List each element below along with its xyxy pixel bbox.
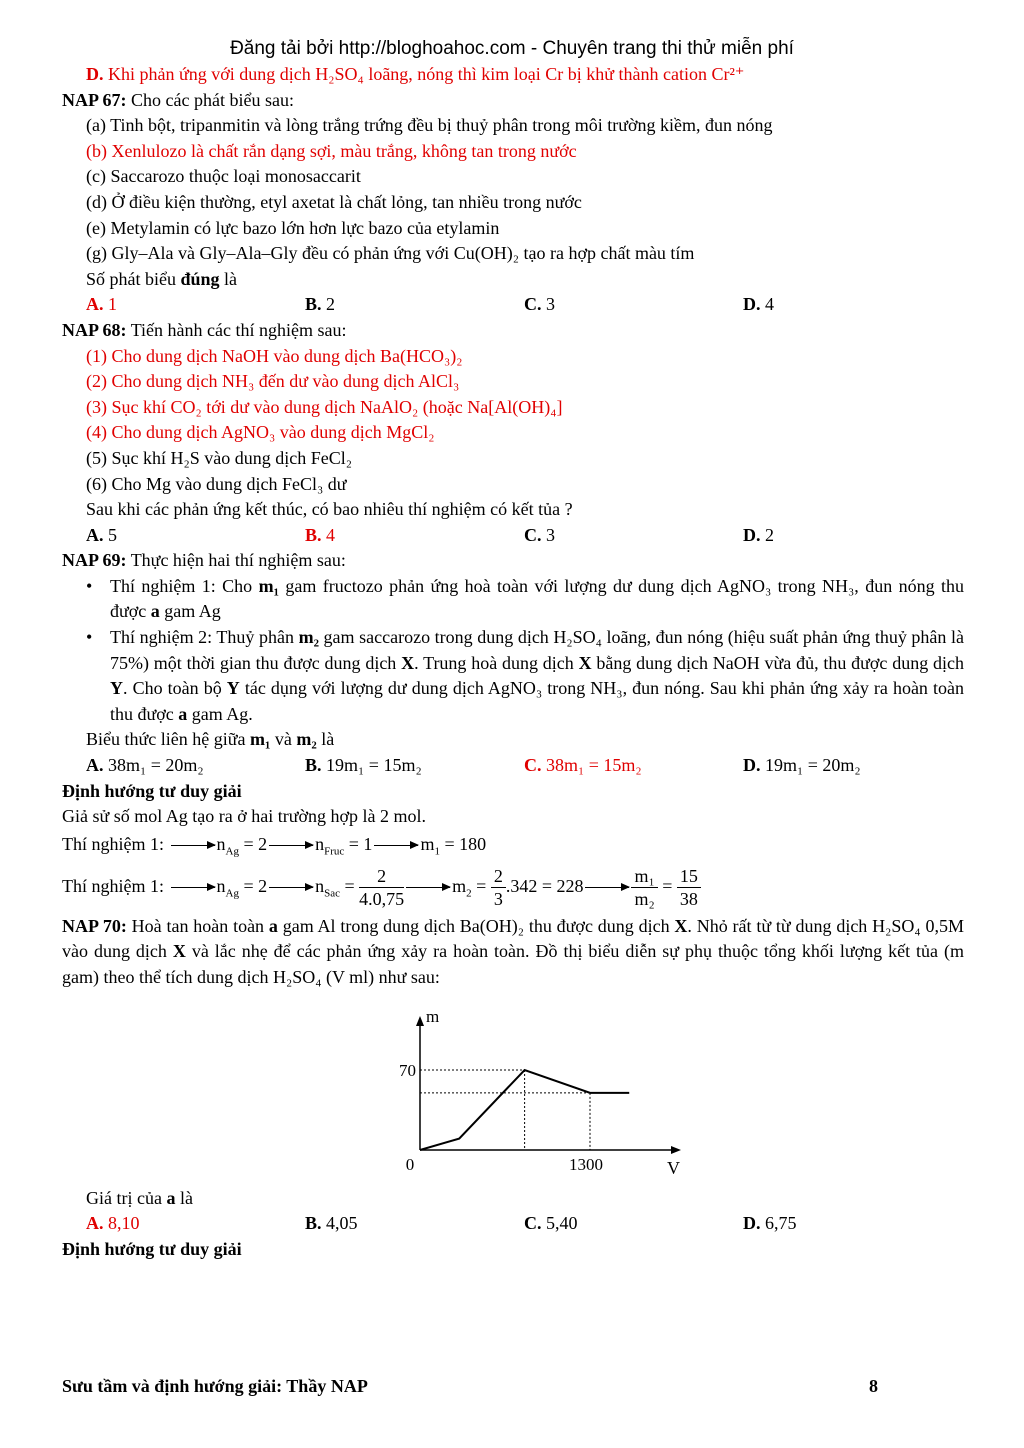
- q67-option-d: D. 4: [743, 294, 774, 315]
- q67-question: Số phát biểu đúng là: [86, 268, 238, 289]
- q68-item: (1) Cho dung dịch NaOH vào dung dịch Ba(HCO₃)₂: [86, 345, 463, 366]
- y-axis-label: m: [426, 1010, 440, 1026]
- q67-option-b: B. 2: [305, 294, 336, 315]
- q67-item: (g) Gly–Ala và Gly–Ala–Gly đều có phản ứng với Cu(OH)₂ tạo ra hợp chất màu tím: [86, 243, 695, 264]
- q68-item: (6) Cho Mg vào dung dịch FeCl₃ dư: [86, 473, 347, 494]
- q68-option-a: A. 5: [86, 524, 117, 545]
- q69-solution-title: Định hướng tư duy giải: [62, 780, 242, 801]
- q68-item: (3) Sục khí CO₂ tới dư vào dung dịch NaAlO₂ (hoặc Na[Al(OH)₄]: [86, 396, 563, 417]
- page-number: 8: [869, 1376, 878, 1396]
- q68-option-b: B. 4: [305, 524, 336, 545]
- arrow-icon: [406, 887, 450, 888]
- q67-item: (d) Ở điều kiện thường, etyl axetat là chất lỏng, tan nhiều trong nước: [86, 191, 582, 212]
- arrow-icon: [585, 887, 629, 888]
- q67-options: [62, 292, 964, 318]
- arrow-icon: [269, 887, 313, 888]
- q69-solution-intro: Giả sử số mol Ag tạo ra ở hai trường hợp là 2 mol.: [62, 806, 427, 827]
- q70-stem: NAP 70: Hoà tan hoàn toàn a gam Al trong dung dịch Ba(OH)₂ thu được dung dịch X. Nhỏ rất từ từ dung dịch H₂SO₄ 0,5M vào dung dịch X và lắc nhẹ để các phản ứng xảy ra hoàn toàn. Đồ thị biểu diễn sự phụ thuộc tổng khối lượng kết tủa (m gam) theo thể tích dung dịch H₂SO₄ (V ml) như sau:: [62, 915, 965, 987]
- fraction: $\frac{2}{4.0,75}$: [359, 866, 405, 910]
- arrow-icon: [171, 845, 215, 846]
- q69-option-c: C. 38m₁ = 15m₂: [524, 755, 642, 776]
- q68-option-c: C. 3: [524, 524, 555, 545]
- q70-options: [62, 1211, 964, 1237]
- q70-option-c: C. 5,40: [524, 1213, 578, 1234]
- q69-option-b: B. 19m₁ = 15m₂: [305, 755, 422, 776]
- fraction: $\frac{15}{38}$: [677, 865, 701, 910]
- q69-solution-line-1: Thí nghiệm 1: $n_{Ag} = 2$ $n_{Fruc} = 1$ $m_1 = 180$: [62, 833, 487, 858]
- q68-option-d: D. 2: [743, 524, 774, 545]
- q67-stem: NAP 67: Cho các phát biểu sau:: [62, 89, 294, 110]
- origin-label: 0: [405, 1155, 415, 1174]
- q70-option-a: A. 8,10: [86, 1213, 140, 1234]
- q69-option-d: D. 19m₁ = 20m₂: [743, 755, 861, 776]
- q69-options: [62, 753, 964, 779]
- q67-item: (a) Tinh bột, tripanmitin và lòng trắng trứng đều bị thuỷ phân trong môi trường kiềm, đun nóng: [86, 115, 773, 136]
- q67-option-a: A. 1: [86, 294, 117, 315]
- q69-stem: NAP 69: Thực hiện hai thí nghiệm sau:: [62, 550, 346, 571]
- prev-option-d: D. Khi phản ứng với dung dịch H₂SO₄ loãng, nóng thì kim loại Cr bị khử thành cation Cr²⁺: [86, 64, 745, 84]
- q69-experiment-2: • Thí nghiệm 2: Thuỷ phân m₂ gam saccarozo trong dung dịch H₂SO₄ loãng, đun nóng (hiệu suất phản ứng thuỷ phân là 75%) một thời gian thu được dung dịch X. Trung hoà dung dịch X bằng dung dịch NaOH vừa đủ, thu được dung dịch Y. Cho toàn bộ Y tác dụng với lượng dư dung dịch AgNO₃ trong NH₃, đun nóng. Sau khi phản ứng xảy ra hoàn toàn thu được a gam Ag.: [62, 625, 964, 727]
- q68-item: (2) Cho dung dịch NH₃ đến dư vào dung dịch AlCl₃: [86, 371, 460, 392]
- arrow-icon: [269, 845, 313, 846]
- q69-question: Biểu thức liên hệ giữa m₁ và m₂ là: [86, 729, 335, 750]
- bullet-icon: •: [86, 627, 93, 648]
- q69-solution-line-2: Thí nghiệm 1: $n_{Ag} = 2$ $n_{Sac}$ = $\frac{2}{4.0,75}$ $m_2$ = $\frac{2}{3}$ .342 = 228 $\frac{\text{m₁}}{\text{m₂}}$ = $\frac{15}{38}$: [62, 858, 964, 914]
- q70-question: Giá trị của a là: [86, 1187, 193, 1208]
- bullet-icon: •: [86, 575, 93, 596]
- y-tick-label: 70: [399, 1061, 416, 1080]
- fraction: $\frac{\text{m₁}}{\text{m₂}}$: [631, 865, 657, 910]
- q69-option-a: A. 38m₁ = 20m₂: [86, 755, 204, 776]
- page-header: Đăng tải bởi http://bloghoahoc.com - Chuyên trang thi thử miễn phí: [230, 38, 794, 59]
- q67-item: (c) Saccarozo thuộc loại monosaccarit: [86, 166, 361, 187]
- arrow-icon: [171, 887, 215, 888]
- footer-credit: Sưu tầm và định hướng giải: Thầy NAP: [62, 1376, 368, 1396]
- q70-option-d: D. 6,75: [743, 1213, 797, 1234]
- q68-item: (5) Sục khí H₂S vào dung dịch FeCl₂: [86, 447, 353, 468]
- fraction: $\frac{2}{3}$: [491, 865, 506, 910]
- arrow-icon: [374, 845, 418, 846]
- x-tick-label: 1300: [569, 1155, 603, 1174]
- q70-option-b: B. 4,05: [305, 1213, 358, 1234]
- q68-item: (4) Cho dung dịch AgNO₃ vào dung dịch MgCl₂: [86, 422, 435, 443]
- q68-question: Sau khi các phản ứng kết thúc, có bao nhiêu thí nghiệm có kết tủa ?: [86, 499, 573, 520]
- x-axis-label: V: [667, 1158, 680, 1178]
- q68-stem: NAP 68: Tiến hành các thí nghiệm sau:: [62, 319, 347, 340]
- chart-svg: [390, 1010, 690, 1180]
- q67-item: (b) Xenlulozo là chất rắn dạng sợi, màu trắng, không tan trong nước: [86, 140, 577, 161]
- q70-chart: [390, 1010, 690, 1180]
- q69-experiment-1: • Thí nghiệm 1: Cho m₁ gam fructozo phản ứng hoà toàn với lượng dư dung dịch AgNO₃ trong NH₃, đun nóng thu được a gam Ag: [62, 574, 964, 625]
- q67-item: (e) Metylamin có lực bazo lớn hơn lực bazo của etylamin: [86, 217, 500, 238]
- page-footer: [62, 1376, 878, 1397]
- q67-option-c: C. 3: [524, 294, 555, 315]
- q68-options: [62, 523, 964, 549]
- q70-solution-title: Định hướng tư duy giải: [62, 1238, 242, 1259]
